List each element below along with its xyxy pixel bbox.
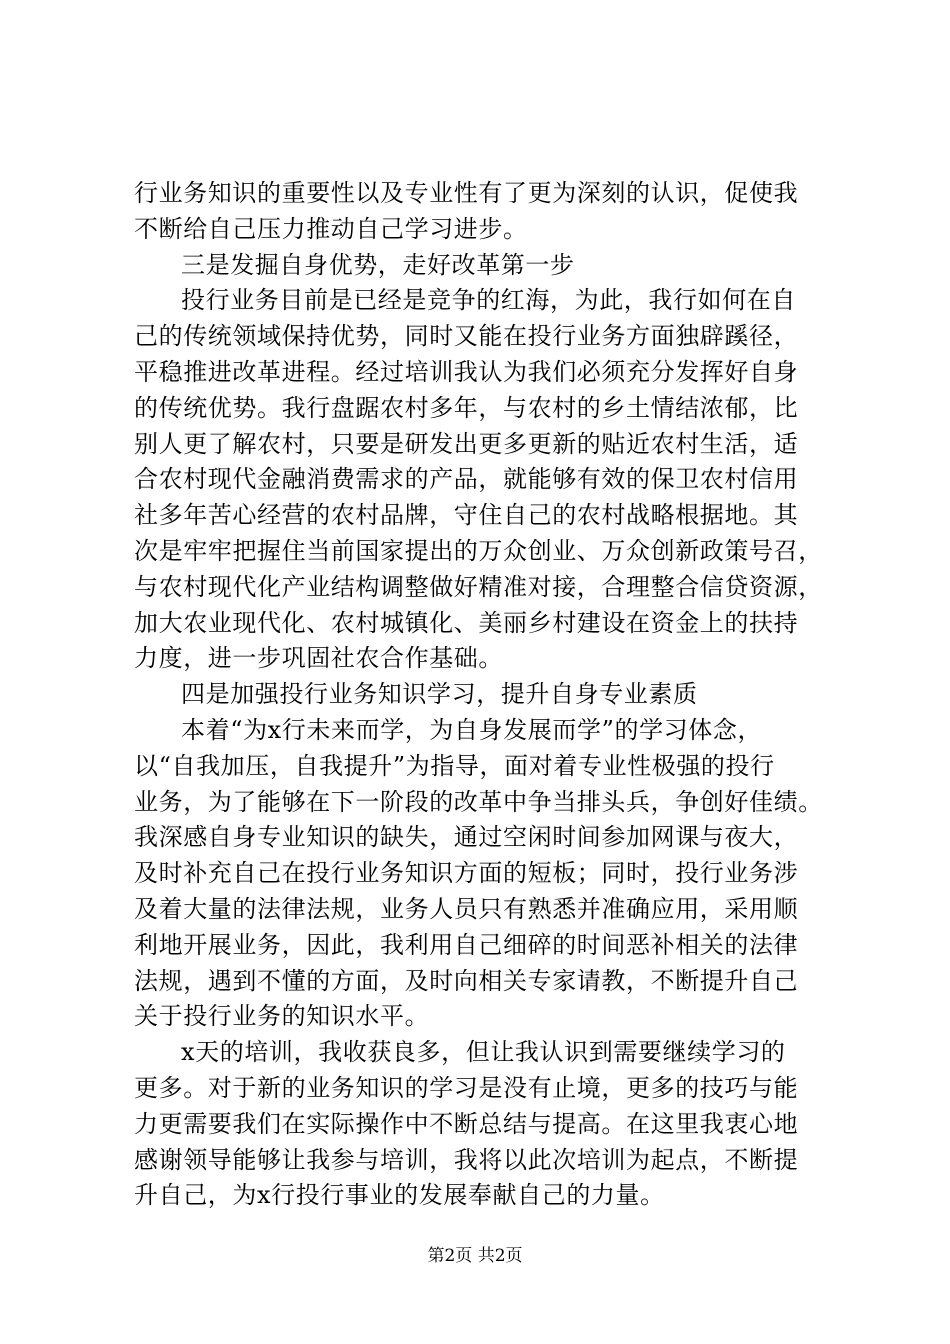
- document-body: [134, 176, 834, 1214]
- text-line: 关于投行业务的知识水平。: [134, 1002, 430, 1031]
- text-line: 业务，为了能够在下一阶段的改革中争当排头兵，争创好佳绩。: [134, 787, 823, 816]
- text-line: 我深感自身专业知识的缺失，通过空闲时间参加网课与夜大，: [134, 823, 799, 852]
- text-line: 本着“为x行未来而学，为自身发展而学”的学习体念，: [181, 715, 763, 744]
- text-line: 感谢领导能够让我参与培训，我将以此次培训为起点，不断提: [134, 1145, 799, 1174]
- text-line: 行业务知识的重要性以及专业性有了更为深刻的认识，促使我: [134, 179, 799, 207]
- text-line: 及时补充自己在投行业务知识方面的短板；同时，投行业务涉: [134, 859, 799, 888]
- text-line: 的传统优势。我行盘踞农村多年，与农村的乡土情结浓郁，比: [134, 393, 799, 422]
- text-line: 三是发掘自身优势，走好改革第一步: [181, 250, 575, 279]
- text-line: 己的传统领域保持优势，同时又能在投行业务方面独辟蹊径，: [134, 322, 799, 351]
- text-line: 加大农业现代化、农村城镇化、美丽乡村建设在资金上的扶持: [134, 608, 799, 637]
- text-line: 平稳推进改革进程。经过培训我认为我们必须充分发挥好自身: [134, 357, 799, 386]
- text-line: 及着大量的法律法规，业务人员只有熟悉并准确应用，采用顺: [134, 894, 799, 923]
- text-line: 利地开展业务，因此，我利用自己细碎的时间恶补相关的法律: [134, 930, 799, 959]
- text-line: 法规，遇到不懂的方面，及时向相关专家请教，不断提升自己: [134, 966, 799, 995]
- text-line: 合农村现代金融消费需求的产品，就能够有效的保卫农村信用: [134, 465, 799, 494]
- text-line: 更多。对于新的业务知识的学习是没有止境，更多的技巧与能: [134, 1073, 799, 1102]
- text-line: 别人更了解农村，只要是研发出更多更新的贴近农村生活，适: [134, 429, 799, 458]
- text-line: 社多年苦心经营的农村品牌，守住自己的农村战略根据地。其: [134, 501, 799, 530]
- text-line: 投行业务目前是已经是竞争的红海，为此，我行如何在自: [181, 286, 796, 315]
- text-line: 力更需要我们在实际操作中不断总结与提高。在这里我衷心地: [134, 1109, 799, 1138]
- text-line: 升自己，为x行投行事业的发展奉献自己的力量。: [134, 1181, 665, 1210]
- text-line: 力度，进一步巩固社农合作基础。: [134, 644, 503, 673]
- text-line: 以“自我加压，自我提升”为指导，面对着专业性极强的投行: [134, 751, 775, 780]
- text-line: 次是牢牢把握住当前国家提出的万众创业、万众创新政策号召，: [134, 536, 823, 565]
- text-line: 不断给自己压力推动自己学习进步。: [134, 214, 528, 243]
- text-line: x天的培训，我收获良多，但让我认识到需要继续学习的: [181, 1038, 786, 1067]
- text-line: 与农村现代化产业结构调整做好精准对接，合理整合信贷资源，: [134, 572, 823, 601]
- page-footer: 第2页 共2页: [427, 1246, 523, 1266]
- text-line: 四是加强投行业务知识学习，提升自身专业素质: [181, 680, 698, 709]
